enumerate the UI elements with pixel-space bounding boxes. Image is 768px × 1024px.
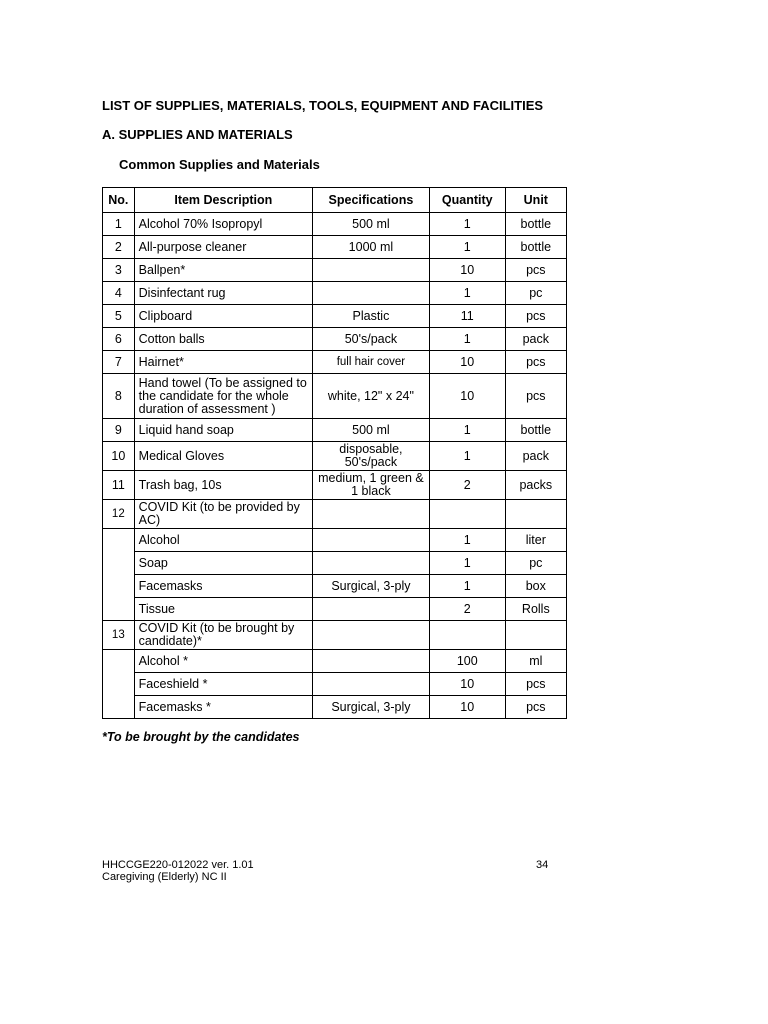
cell-description: Alcohol * bbox=[134, 650, 312, 673]
footnote: *To be brought by the candidates bbox=[102, 730, 300, 744]
cell-description: All-purpose cleaner bbox=[134, 236, 312, 259]
cell-unit: pc bbox=[505, 552, 566, 575]
table-row bbox=[103, 236, 567, 259]
cell-no: 9 bbox=[103, 419, 135, 442]
cell-unit: pcs bbox=[505, 351, 566, 374]
header-description: Item Description bbox=[134, 188, 312, 213]
cell-quantity: 1 bbox=[429, 419, 505, 442]
cell-specifications: 500 ml bbox=[312, 419, 429, 442]
table-row bbox=[103, 282, 567, 305]
cell-quantity: 1 bbox=[429, 442, 505, 471]
cell-no: 3 bbox=[103, 259, 135, 282]
cell-unit: box bbox=[505, 575, 566, 598]
cell-unit: liter bbox=[505, 529, 566, 552]
page-number: 34 bbox=[536, 859, 549, 871]
cell-specifications: Surgical, 3-ply bbox=[312, 575, 429, 598]
cell-specifications: 500 ml bbox=[312, 213, 429, 236]
cell-quantity: 2 bbox=[429, 598, 505, 621]
cell-quantity: 10 bbox=[429, 696, 505, 719]
cell-quantity: 100 bbox=[429, 650, 505, 673]
cell-quantity: 1 bbox=[429, 552, 505, 575]
cell-specifications: Surgical, 3-ply bbox=[312, 696, 429, 719]
cell-unit: bottle bbox=[505, 419, 566, 442]
header-quantity: Quantity bbox=[429, 188, 505, 213]
cell-unit: Rolls bbox=[505, 598, 566, 621]
cell-specifications bbox=[312, 621, 429, 650]
cell-quantity: 1 bbox=[429, 282, 505, 305]
cell-no-group bbox=[103, 529, 135, 621]
cell-no: 13 bbox=[103, 621, 135, 650]
cell-specifications bbox=[312, 282, 429, 305]
table-row bbox=[103, 374, 567, 419]
table-row bbox=[103, 598, 567, 621]
cell-specifications: 50's/pack bbox=[312, 328, 429, 351]
cell-no: 8 bbox=[103, 374, 135, 419]
table-row bbox=[103, 213, 567, 236]
cell-description: Soap bbox=[134, 552, 312, 575]
cell-quantity: 1 bbox=[429, 213, 505, 236]
cell-no: 7 bbox=[103, 351, 135, 374]
cell-quantity: 1 bbox=[429, 529, 505, 552]
cell-specifications: white, 12" x 24" bbox=[312, 374, 429, 419]
cell-specifications bbox=[312, 598, 429, 621]
cell-quantity: 1 bbox=[429, 236, 505, 259]
cell-no: 10 bbox=[103, 442, 135, 471]
cell-no: 1 bbox=[103, 213, 135, 236]
cell-no: 2 bbox=[103, 236, 135, 259]
table-row bbox=[103, 650, 567, 673]
cell-specifications bbox=[312, 552, 429, 575]
cell-specifications bbox=[312, 500, 429, 529]
cell-specifications: full hair cover bbox=[312, 351, 429, 374]
cell-specifications bbox=[312, 650, 429, 673]
cell-unit: pcs bbox=[505, 374, 566, 419]
cell-quantity: 10 bbox=[429, 351, 505, 374]
cell-unit: bottle bbox=[505, 213, 566, 236]
table-row bbox=[103, 673, 567, 696]
cell-description: Faceshield * bbox=[134, 673, 312, 696]
cell-quantity: 11 bbox=[429, 305, 505, 328]
cell-description: COVID Kit (to be provided by AC) bbox=[134, 500, 312, 529]
cell-no: 6 bbox=[103, 328, 135, 351]
table-row bbox=[103, 442, 567, 471]
cell-description: Facemasks bbox=[134, 575, 312, 598]
cell-specifications: Plastic bbox=[312, 305, 429, 328]
cell-description: Hand towel (To be assigned to the candidate for the whole duration of assessment ) bbox=[134, 374, 312, 419]
cell-quantity: 10 bbox=[429, 374, 505, 419]
cell-no-group bbox=[103, 650, 135, 719]
cell-no: 5 bbox=[103, 305, 135, 328]
cell-unit bbox=[505, 500, 566, 529]
footer-course-title: Caregiving (Elderly) NC II bbox=[102, 871, 227, 883]
cell-quantity: 1 bbox=[429, 328, 505, 351]
cell-quantity bbox=[429, 621, 505, 650]
table-row bbox=[103, 471, 567, 500]
table-row bbox=[103, 500, 567, 529]
cell-description: COVID Kit (to be brought by candidate)* bbox=[134, 621, 312, 650]
footer-document-code: HHCCGE220-012022 ver. 1.01 bbox=[102, 859, 254, 871]
cell-no: 12 bbox=[103, 500, 135, 529]
cell-quantity: 10 bbox=[429, 673, 505, 696]
header-no: No. bbox=[103, 188, 135, 213]
cell-unit: pcs bbox=[505, 673, 566, 696]
table-row bbox=[103, 529, 567, 552]
table-row bbox=[103, 575, 567, 598]
header-unit: Unit bbox=[505, 188, 566, 213]
table-row bbox=[103, 419, 567, 442]
cell-specifications bbox=[312, 673, 429, 696]
cell-specifications bbox=[312, 259, 429, 282]
table-row bbox=[103, 305, 567, 328]
cell-unit: packs bbox=[505, 471, 566, 500]
cell-description: Ballpen* bbox=[134, 259, 312, 282]
cell-description: Cotton balls bbox=[134, 328, 312, 351]
subheading: Common Supplies and Materials bbox=[119, 157, 320, 172]
cell-unit: bottle bbox=[505, 236, 566, 259]
cell-description: Alcohol bbox=[134, 529, 312, 552]
header-specifications: Specifications bbox=[312, 188, 429, 213]
cell-unit: pcs bbox=[505, 259, 566, 282]
cell-description: Alcohol 70% Isopropyl bbox=[134, 213, 312, 236]
cell-description: Facemasks * bbox=[134, 696, 312, 719]
cell-description: Trash bag, 10s bbox=[134, 471, 312, 500]
table-row bbox=[103, 621, 567, 650]
cell-no: 4 bbox=[103, 282, 135, 305]
cell-unit: pcs bbox=[505, 696, 566, 719]
cell-specifications: 1000 ml bbox=[312, 236, 429, 259]
cell-specifications: disposable, 50's/pack bbox=[312, 442, 429, 471]
cell-unit: pack bbox=[505, 442, 566, 471]
section-heading: A. SUPPLIES AND MATERIALS bbox=[102, 127, 293, 142]
table-row bbox=[103, 351, 567, 374]
table-row bbox=[103, 328, 567, 351]
cell-description: Clipboard bbox=[134, 305, 312, 328]
cell-quantity: 2 bbox=[429, 471, 505, 500]
cell-unit: pc bbox=[505, 282, 566, 305]
table-row bbox=[103, 696, 567, 719]
table-row bbox=[103, 552, 567, 575]
document-title: LIST OF SUPPLIES, MATERIALS, TOOLS, EQUIPMENT AND FACILITIES bbox=[102, 98, 544, 113]
cell-description: Tissue bbox=[134, 598, 312, 621]
cell-specifications bbox=[312, 529, 429, 552]
cell-unit: ml bbox=[505, 650, 566, 673]
cell-unit: pack bbox=[505, 328, 566, 351]
table-header-row bbox=[103, 188, 567, 213]
cell-description: Disinfectant rug bbox=[134, 282, 312, 305]
supplies-table bbox=[102, 187, 567, 719]
cell-quantity: 1 bbox=[429, 575, 505, 598]
table-row bbox=[103, 259, 567, 282]
cell-quantity: 10 bbox=[429, 259, 505, 282]
cell-description: Medical Gloves bbox=[134, 442, 312, 471]
cell-description: Hairnet* bbox=[134, 351, 312, 374]
cell-no: 11 bbox=[103, 471, 135, 500]
cell-unit: pcs bbox=[505, 305, 566, 328]
cell-quantity bbox=[429, 500, 505, 529]
cell-description: Liquid hand soap bbox=[134, 419, 312, 442]
cell-specifications: medium, 1 green & 1 black bbox=[312, 471, 429, 500]
cell-unit bbox=[505, 621, 566, 650]
